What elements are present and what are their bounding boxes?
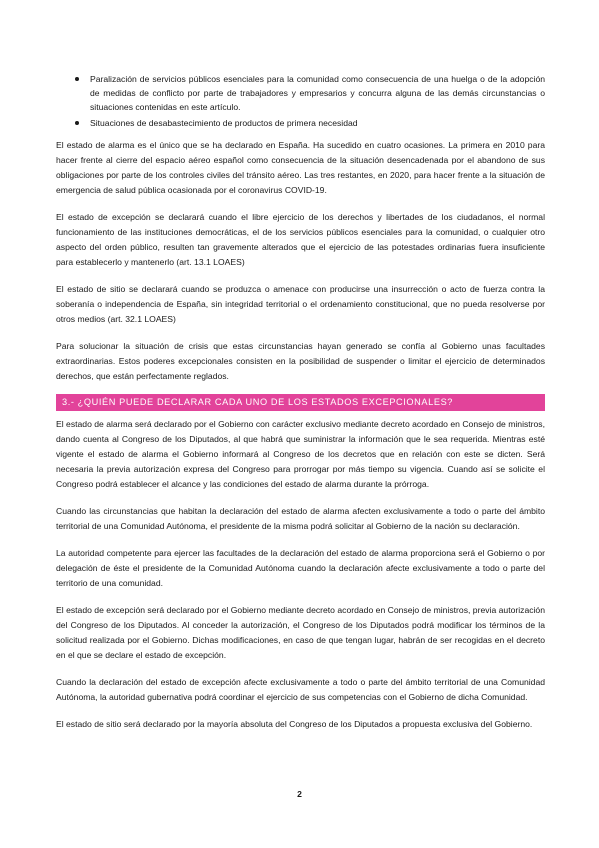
paragraph-facultades-extraordinarias: Para solucionar la situación de crisis que estas circunstancias hayan generado se confía al Gobierno unas facultades extraordinarias. Estos poderes excepcionales consisten en la posibilidad de suspender o limitar el ejercicio de determinados derechos, que están perfectamente reglados.	[56, 340, 545, 381]
bullet-item: Paralización de servicios públicos esenciales para la comunidad como consecuencia de una huelga o de la adopción de medidas de conflicto por parte de trabajadores y empresarios y concurra alguna de las demás circunstancias o situaciones contenidas en este artículo.	[56, 72, 545, 115]
paragraph-autoridad-competente: La autoridad competente para ejercer las facultades de la declaración del estado de alarma proporciona será el Gobierno o por delegación de éste el presidente de la Comunidad Autónoma cuando la declaración afecte exclusivamente a todo o parte del territorio de una comunidad.	[56, 547, 545, 588]
paragraph-estado-excepcion-definicion: El estado de excepción se declarará cuando el libre ejercicio de los derechos y libertades de los ciudadanos, el normal funcionamiento de las instituciones democráticas, el de los servicios públicos esenciales para la comunidad, o cualquier otro aspecto del orden público, resulten tan gravemente alterados que el ejercicio de las potestades ordinarias fuera insuficiente para establecerlo y mantenerlo (art. 13.1 LOAES)	[56, 211, 545, 267]
bullet-item: Situaciones de desabastecimiento de productos de primera necesidad	[56, 116, 545, 130]
section-header: 3.- ¿QUIÉN PUEDE DECLARAR CADA UNO DE LOS ESTADOS EXCEPCIONALES?	[56, 394, 545, 411]
paragraph-estado-alarma-historia: El estado de alarma es el único que se ha declarado en España. Ha sucedido en cuatro ocasiones. La primera en 2010 para hacer frente al cierre del espacio aéreo español como consecuencia de la situación desencadenada por el abandono de sus obligaciones por parte de los controles civiles del tránsito aéreo. Las tres restantes, en 2020, para hacer frente a la situación de emergencia de salud pública ocasionada por el coronavirus COVID-19.	[56, 139, 545, 195]
paragraph-declaracion-excepcion: El estado de excepción será declarado por el Gobierno mediante decreto acordado en Consejo de ministros, previa autorización del Congreso de los Diputados. Al conceder la autorización, el Congreso de los Diputados podrá modificar los términos de la solicitud realizada por el Gobierno. Dichas modificaciones, en caso de que tengan lugar, habrán de ser recogidas en el decreto en el que se declare el estado de excepción.	[56, 604, 545, 660]
paragraph-alarma-comunidad-autonoma: Cuando las circunstancias que habitan la declaración del estado de alarma afecten exclusivamente a todo o parte del ámbito territorial de una Comunidad Autónoma, el presidente de la misma podrá solicitar al Gobierno de la nación su declaración.	[56, 505, 545, 531]
paragraph-estado-sitio-definicion: El estado de sitio se declarará cuando se produzca o amenace con producirse una insurrección o acto de fuerza contra la soberanía o independencia de España, sin integridad territorial o el ordenamiento constitucional, que no pueda resolverse por otros medios (art. 32.1 LOAES)	[56, 283, 545, 324]
paragraph-declaracion-alarma: El estado de alarma será declarado por el Gobierno con carácter exclusivo mediante decreto acordado en Consejo de ministros, dando cuenta al Congreso de los Diputados, al que habrá que suministrar la información que le sea requerida. Mientras esté vigente el estado de alarma el Gobierno informará al Congreso de los decretos que en relación con este se dicten. Será necesaria la previa autorización expresa del Congreso para prorrogar por más tiempo su vigencia. Cuando así se solicite el Congreso podrá establecer el alcance y las condiciones del estado de alarma durante la prórroga.	[56, 418, 545, 489]
paragraph-declaracion-sitio: El estado de sitio será declarado por la mayoría absoluta del Congreso de los Diputados a propuesta exclusiva del Gobierno.	[56, 718, 533, 729]
page-number: 2	[297, 789, 302, 799]
paragraph-excepcion-comunidad-autonoma: Cuando la declaración del estado de excepción afecte exclusivamente a todo o parte del ámbito territorial de una Comunidad Autónoma, la autoridad gubernativa podrá coordinar el ejercicio de sus competencias con el Gobierno de dicha Comunidad.	[56, 676, 545, 702]
bullet-list	[56, 72, 545, 130]
